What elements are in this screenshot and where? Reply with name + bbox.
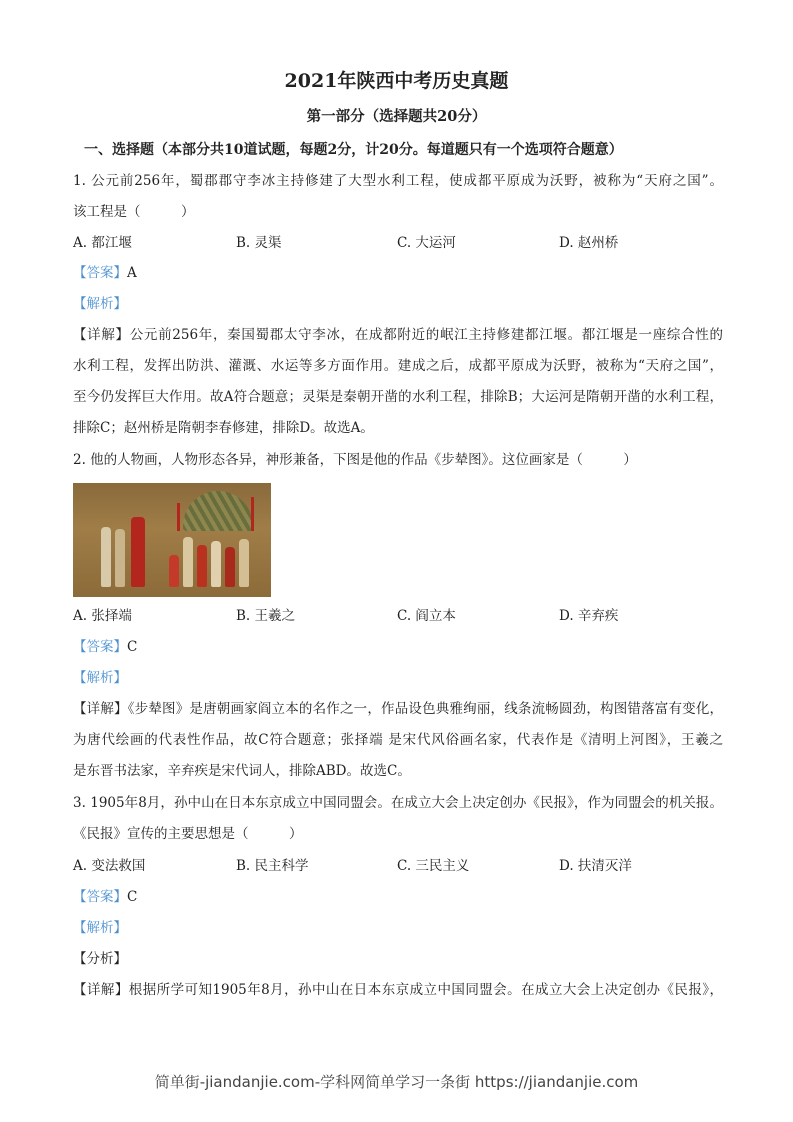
option-a: A. 张择端 bbox=[73, 608, 132, 624]
analysis-label: 【解析】 bbox=[73, 670, 127, 686]
answer-value: A bbox=[127, 265, 137, 281]
footer-watermark: 简单街-jiandanjie.com-学科网简单学习一条街 https://jiandanjie.com bbox=[154, 1073, 639, 1091]
question-2-text: 2. 他的人物画，人物形态各异，神形兼备，下图是他的作品《步辇图》。这位画家是（ ） bbox=[73, 452, 637, 468]
option-a: A. 都江堰 bbox=[73, 235, 132, 251]
detail-line: 为唐代绘画的代表性作品，故C符合题意；张择端 是宋代风俗画名家，代表作是《清明上河图》，王羲之 bbox=[73, 732, 723, 748]
detail-text: 根据所学可知1905年8月，孙中山在日本东京成立中国同盟会。在成立大会上决定创办《民报》， bbox=[128, 982, 723, 998]
detail-line: 排除C；赵州桥是隋朝李春修建，排除D。故选A。 bbox=[73, 420, 374, 436]
detail-line: 水利工程，发挥出防洪、灌溉、水运等多方面作用。建成之后，成都平原成为沃野，被称为“天府之国”， bbox=[73, 358, 723, 374]
option-b: B. 灵渠 bbox=[236, 235, 282, 251]
answer-value: C bbox=[127, 639, 138, 655]
option-d: D. 辛弃疾 bbox=[559, 608, 619, 624]
question-2-detail bbox=[73, 700, 723, 718]
option-d: D. 扶清灭洋 bbox=[559, 858, 632, 874]
answer-label: 【答案】 bbox=[73, 265, 127, 281]
option-c: C. 三民主义 bbox=[397, 858, 470, 874]
analysis-label: 【解析】 bbox=[73, 296, 127, 312]
analysis-label: 【解析】 bbox=[73, 920, 127, 936]
painting-image bbox=[73, 483, 271, 597]
detail-line: 是东晋书法家，辛弃疾是宋代词人，排除ABD。故选C。 bbox=[73, 763, 411, 779]
option-a: A. 变法救国 bbox=[73, 858, 146, 874]
option-b: B. 王羲之 bbox=[236, 608, 296, 624]
detail-line: 至今仍发挥巨大作用。故A符合题意；灵渠是秦朝开凿的水利工程，排除B；大运河是隋朝开凿的水利工程， bbox=[73, 389, 723, 405]
answer-label: 【答案】 bbox=[73, 889, 127, 905]
section-heading: 一、选择题（本部分共10道试题，每题2分，计20分。每道题只有一个选项符合题意） bbox=[84, 142, 623, 158]
detail-text: 《步辇图》是唐朝画家阎立本的名作之一，作品设色典雅绚丽，线条流畅圆劲，构图错落富有变化， bbox=[127, 701, 724, 717]
question-1-text: 1. 公元前256年，蜀郡郡守李冰主持修建了大型水利工程，使成都平原成为沃野，被称为“天府之国”。 bbox=[73, 173, 723, 189]
detail-text: 公元前256年，秦国蜀郡太守李冰，在成都附近的岷江主持修建都江堰。都江堰是一座综合性的 bbox=[129, 327, 723, 343]
option-c: C. 阎立本 bbox=[397, 608, 456, 624]
detail-label: 【详解】 bbox=[73, 327, 130, 343]
detail-label: 【详解】 bbox=[73, 701, 128, 717]
option-c: C. 大运河 bbox=[397, 235, 456, 251]
question-1-text-cont: 该工程是（ ） bbox=[73, 204, 195, 220]
question-1-answer bbox=[73, 264, 137, 282]
answer-label: 【答案】 bbox=[73, 639, 127, 655]
fenxi-label: 【分析】 bbox=[73, 951, 127, 967]
question-2-answer bbox=[73, 638, 137, 656]
question-3-detail bbox=[73, 981, 723, 999]
part-subtitle: 第一部分（选择题共20分） bbox=[306, 108, 487, 125]
question-3-text: 3. 1905年8月，孙中山在日本东京成立中国同盟会。在成立大会上决定创办《民报》，作为同盟会的机关报。 bbox=[73, 795, 723, 811]
detail-label: 【详解】 bbox=[73, 982, 129, 998]
option-d: D. 赵州桥 bbox=[559, 235, 619, 251]
page-title: 2021年陕西中考历史真题 bbox=[284, 70, 509, 92]
answer-value: C bbox=[127, 889, 138, 905]
question-1-detail bbox=[73, 326, 723, 344]
option-b: B. 民主科学 bbox=[236, 858, 309, 874]
question-3-answer bbox=[73, 888, 137, 906]
question-3-text-cont: 《民报》宣传的主要思想是（ ） bbox=[73, 826, 303, 842]
